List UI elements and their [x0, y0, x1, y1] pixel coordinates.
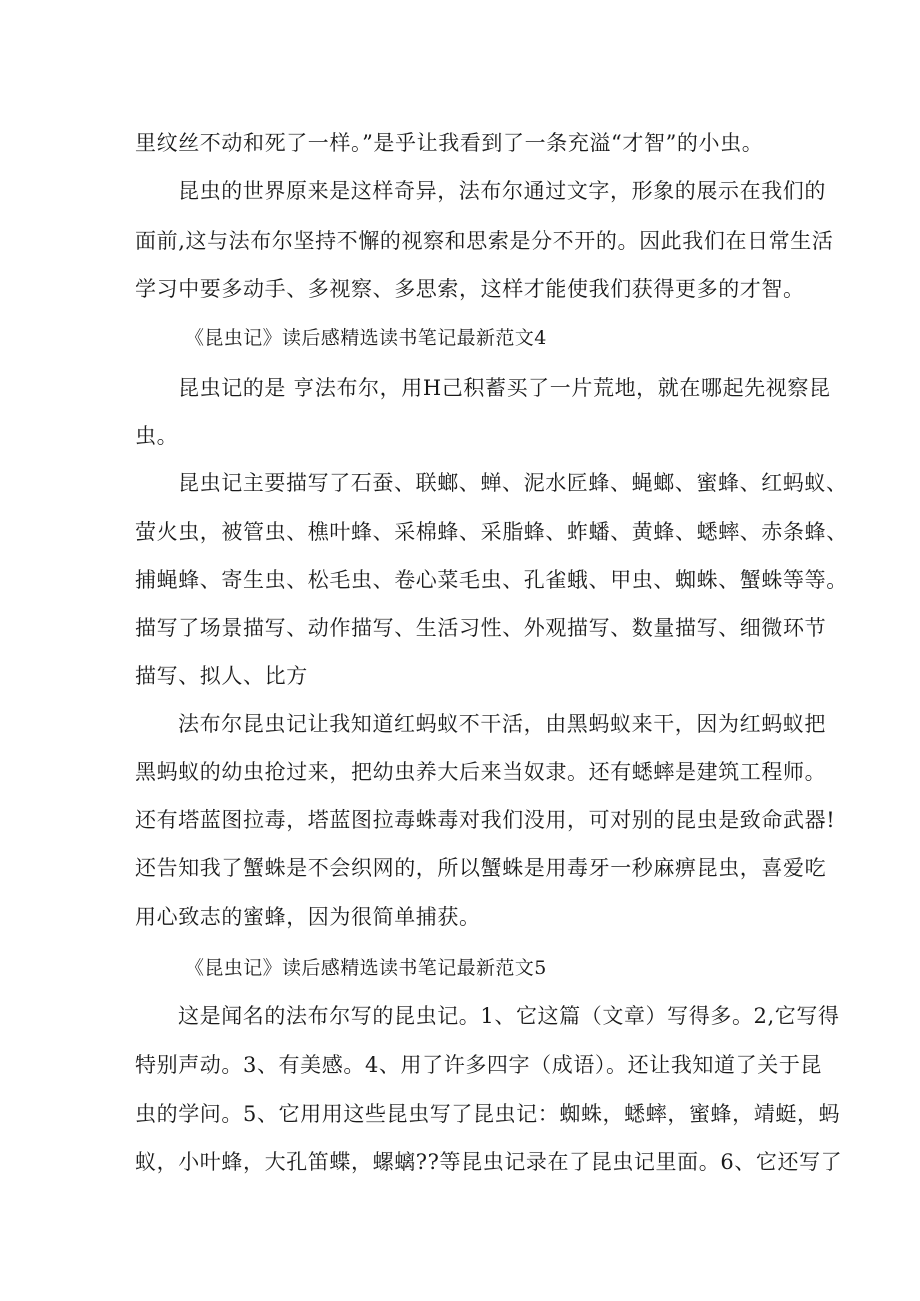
- text-line: 昆虫记的是 亨法布尔，用H己积蓄买了一片荒地，就在哪起先视察昆: [178, 376, 831, 400]
- text-line: 虫。: [135, 424, 179, 448]
- text-line: 昆虫记主要描写了石蚕、联螂、蝉、泥水匠蜂、蝇螂、蜜蜂、红蚂蚁、: [178, 471, 848, 495]
- text-line: 用心致志的蜜蜂，因为很简单捕获。: [135, 905, 481, 929]
- text-line: 描写了场景描写、动作描写、生活习性、外观描写、数量描写、细微环节: [135, 616, 827, 640]
- text-line: 面前,这与法布尔坚持不懈的视察和思索是分不开的。因此我们在日常生活: [135, 229, 834, 253]
- text-line: 虫的学问。5、它用用这些昆虫写了昆虫记：蜘蛛，蟋蟀，蜜蜂，靖蜓，蚂: [135, 1102, 841, 1126]
- text-line: 昆虫的世界原来是这样奇异，法布尔通过文字，形象的展示在我们的: [178, 179, 826, 203]
- text-line: 学习中要多动手、多视察、多思索，这样才能使我们获得更多的才智。: [135, 277, 805, 301]
- text-line: 法布尔昆虫记让我知道红蚂蚁不干活，由黑蚂蚁来干，因为红蚂蚁把: [178, 712, 826, 736]
- text-line: 描写、拟人、比方: [135, 664, 308, 688]
- text-line: 还有塔蓝图拉毒，塔蓝图拉毒蛛毒对我们没用，可对别的昆虫是致命武器!: [135, 808, 836, 832]
- text-line: 里纹丝不动和死了一样。”是乎让我看到了一条充溢“才智”的小虫。: [135, 131, 764, 155]
- text-line: 特别声动。3、有美感。4、用了许多四字（成语）。还让我知道了关于昆: [135, 1053, 823, 1077]
- text-line: 捕蝇蜂、寄生虫、松毛虫、卷心菜毛虫、孔雀蛾、甲虫、蜘蛛、蟹蛛等等。: [135, 568, 848, 592]
- text-line: 黑蚂蚁的幼虫抢过来，把幼虫养大后来当奴隶。还有蟋蟀是建筑工程师。: [135, 760, 827, 784]
- text-line: 还告知我了蟹蛛是不会织网的，所以蟹蛛是用毒牙一秒麻痹昆虫，喜爱吃: [135, 856, 827, 880]
- section-heading: 《昆虫记》读后感精选读书笔记最新范文5: [185, 957, 547, 979]
- text-line: 这是闻名的法布尔写的昆虫记。1、它这篇（文章）写得多。2,它写得: [178, 1004, 840, 1028]
- text-line: 萤火虫，被管虫、樵叶蜂、采棉蜂、采脂蜂、蚱蟠、黄蜂、蟋蟀、赤条蜂、: [135, 520, 848, 544]
- section-heading: 《昆虫记》读后感精选读书笔记最新范文4: [185, 327, 547, 349]
- text-line: 蚁，小叶蜂，大孔笛蝶，螺螭??等昆虫记录在了昆虫记里面。6、它还写了: [135, 1150, 843, 1174]
